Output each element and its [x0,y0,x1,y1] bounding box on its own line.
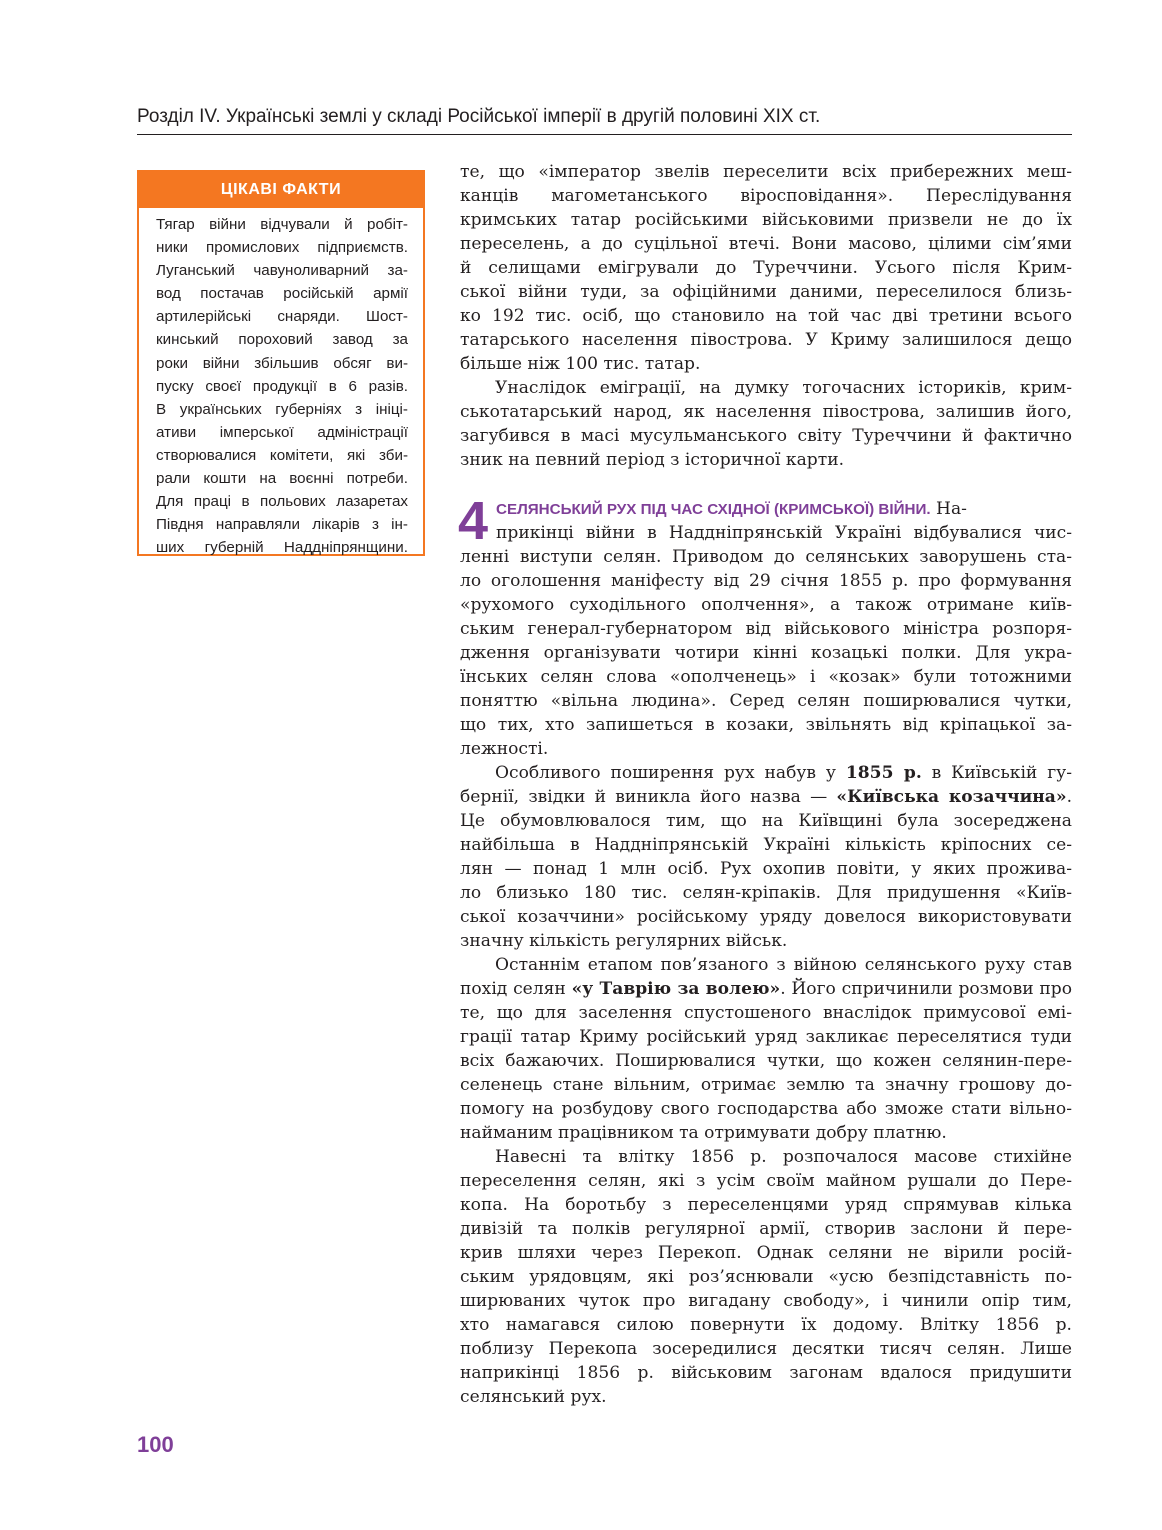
text-line [460,785,1072,809]
text-line: загубився в масі мусульманського світу Туреччини й фактично [460,426,1072,446]
text-line: те, що для заселення спустошеного внаслідок примусової емі- [460,1003,1072,1023]
text-line: й селищами емігрували до Туреччини. Усього після Крим- [460,258,1072,278]
text-line: переселень, а до суцільної втечі. Вони масово, цілими сім’ями [460,234,1072,254]
text-line: Це обумовлювалося тим, що на Київщині була зосереджена [460,811,1072,831]
facts-line: Для праці в польових лазаретах [156,493,408,511]
text-line [460,761,1072,785]
text-line: кримських татар російськими військовими призвели не до їх [460,210,1072,230]
text-line: найбільша в Наддніпрянській Україні кількість кріпосних се- [460,835,1072,855]
text-line: татарського населення півострова. У Криму залишилося дещо [460,330,1072,350]
text-line: ленні виступи селян. Приводом до селянських заворушень ста- [460,547,1072,567]
text-line: лян — понад 1 млн осіб. Рух охопив повіти, у яких прожива- [460,859,1072,879]
facts-line: ативи імперської адміністрації [156,423,408,441]
facts-line: ники промислових підприємств. [156,239,408,257]
facts-line: пуску своєї продукції в 6 разів. [156,377,408,395]
text-line: найманим працівником та отримувати добру платню. [460,1123,947,1143]
section-title: СЕЛЯНСЬКИЙ РУХ ПІД ЧАС СХІДНОЇ (КРИМСЬКОЇ) ВІЙНИ. [496,501,931,518]
facts-line: ших губерній Наддніпрянщини. [156,539,408,557]
text-line: Останнім етапом пов’язаного з війною селянського руху став [495,955,1072,975]
text-line [460,977,1072,1001]
text-line: ським урядовцям, які роз’яснювали «усю безпідставність по- [460,1267,1072,1287]
facts-line: Луганський чавуноливарний за- [156,262,408,280]
text-line: селянський рух. [460,1387,607,1407]
facts-line: В українських губерніях з ініці- [156,400,408,418]
text-line: Навесні та влітку 1856 р. розпочалося масове стихійне [495,1147,1072,1167]
facts-line: вод постачав російській армії [156,285,408,303]
text-run: в Київській гу- [921,763,1072,783]
facts-line: роки війни збільшив обсяг ви- [156,354,408,372]
body-text-section [460,521,1072,1409]
text-run: Особливого поширення рух набув у [495,763,846,783]
text-line: копа. На боротьбу з переселенцями уряд спрямував кілька [460,1195,1072,1215]
section-number: 4 [458,491,489,551]
text-line: що тих, хто запишеться в козаки, звільнять від кріпацької за- [460,715,1072,735]
facts-line: Тягар війни відчували й робіт- [156,216,408,233]
text-run: похід селян [460,979,572,999]
facts-line: кинський пороховий завод за [156,331,408,349]
text-line: ло близько 180 тис. селян-кріпаків. Для придушення «Київ- [460,883,1072,903]
text-line: грації татар Криму російський уряд закликає переселятися туди [460,1027,1072,1047]
text-line: значну кількість регулярних військ. [460,931,788,951]
text-line: канців магометанського віросповідання». Переслідування [460,186,1072,206]
facts-line: артилерійські снаряди. Шост- [156,308,408,326]
text-line: лежності. [460,739,549,759]
text-line: ської війни туди, за офіційними даними, переселилося близь- [460,282,1072,302]
text-line: їнських селян слова «ополченець» і «козак» були тотожними [460,667,1072,687]
text-line: поблизу Перекопа зосередилися десятки тисяч селян. Лише [460,1339,1072,1359]
text-line: дивізій та полків регулярної армії, створив заслони й пере- [460,1219,1072,1239]
text-line: селенець стане вільним, отримає землю та значну грошову до- [460,1075,1072,1095]
header-rule [137,134,1072,135]
text-line: ськотатарський народ, як населення півострова, залишив його, [460,402,1072,422]
text-run: . [1066,787,1072,807]
page-number: 100 [137,1432,174,1457]
text-line: ко 192 тис. осіб, що становило на той час дві третини всього [460,306,1072,326]
text-line: поняттю «вільна людина». Серед селян поширювалися чутки, [460,691,1072,711]
text-line: всіх бажаючих. Поширювалися чутки, що кожен селянин-пере- [460,1051,1072,1071]
bold-term: «у Таврію за волею» [571,979,781,999]
facts-title: ЦІКАВІ ФАКТИ [139,172,423,208]
text-line: зник на певний період з історичної карти. [460,450,845,470]
text-line: прикінці війни в Наддніпрянській Україні відбувалися чис- [496,523,1072,543]
bold-term: 1855 р. [845,763,922,783]
text-line: наприкінці 1856 р. військовим загонам вдалося придушити [460,1363,1072,1383]
facts-line: створювалися комітети, які зби- [156,446,408,464]
facts-line: рали кошти на воєнні потреби. [156,470,408,488]
bold-term: «Київська козаччина» [836,787,1067,807]
section-heading-line [460,497,1072,522]
text-line: помогу на розбудову свого господарства або зможе стати вільно- [460,1099,1072,1119]
text-line: ло оголошення маніфесту від 29 січня 1855 р. про формування [460,571,1072,591]
text-line: більше ніж 100 тис. татар. [460,354,701,374]
text-line: ським генерал-губернатором від військового міністра розпоря- [460,619,1072,639]
running-head: Розділ IV. Українські землі у складі Російської імперії в другій половині ХІХ ст. [137,106,821,127]
text-line: ширюваних чуток про вигадану свободу», і чинили опір тим, [460,1291,1072,1311]
text-line: ської козаччини» російському уряду довелося використовувати [460,907,1072,927]
facts-text [156,213,408,559]
text-line: те, що «імператор звелів переселити всіх прибережних меш- [460,162,1072,182]
body-text-top [460,160,1072,472]
text-line: переселення селян, які з усім своїм майном рушали до Пере- [460,1171,1072,1191]
text-run: бернії, звідки й виникла його назва — [460,787,837,807]
text-line: «рухомого суходільного ополчення», а також отримане київ- [460,595,1072,615]
text-line: хто намагався силою повернути їх додому. Влітку 1856 р. [460,1315,1072,1335]
facts-line: Півдня направляли лікарів з ін- [156,516,408,534]
text-line: Унаслідок еміграції, на думку тогочасних істориків, крим- [495,378,1072,398]
text-run: . Його спричинили розмови про [780,979,1073,999]
section-title-tail: На- [930,499,967,519]
text-line: крив шляхи через Перекоп. Однак селяни не вірили росій- [460,1243,1072,1263]
text-line: дження організувати чотири кінні козацькі полки. Для укра- [460,643,1072,663]
interesting-facts-box [137,170,425,556]
